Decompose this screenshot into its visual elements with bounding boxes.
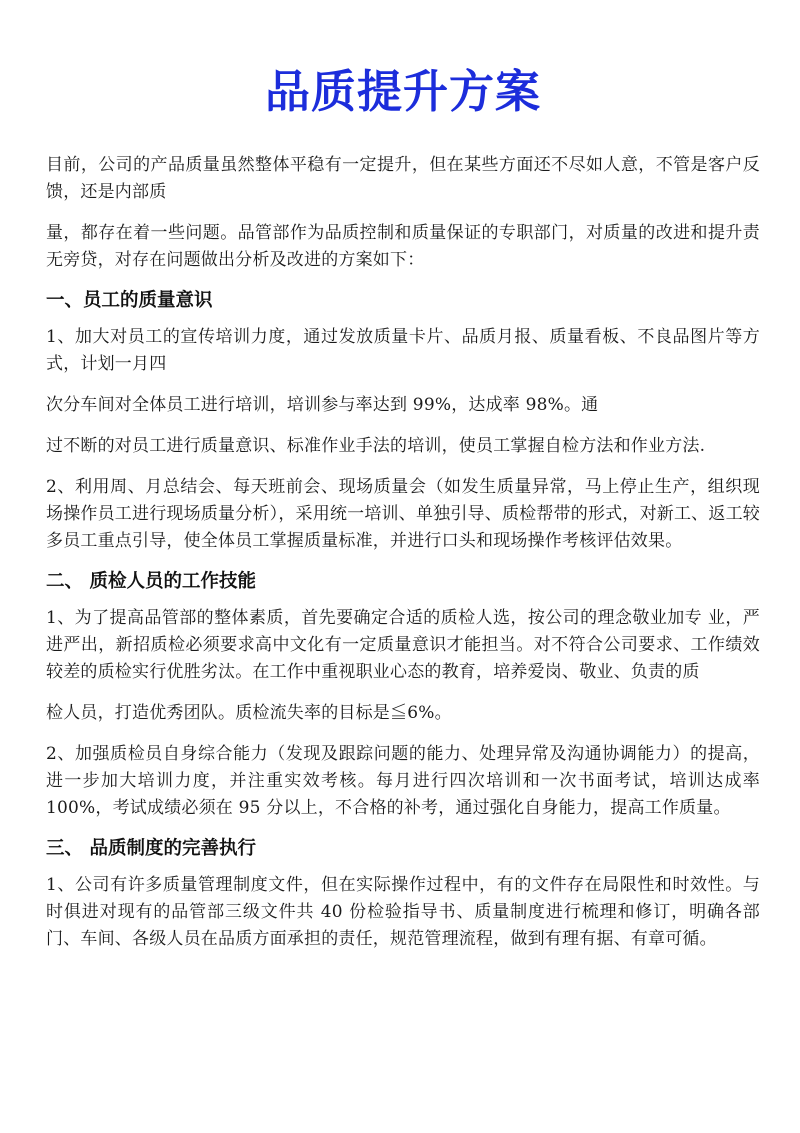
section-1-paragraph-3: 过不断的对员工进行质量意识、标准作业手法的培训，使员工掌握自检方法和作业方法. bbox=[46, 436, 706, 456]
section-1-paragraph-2: 次分车间对全体员工进行培训，培训参与率达到 99%，达成率 98%。通 bbox=[46, 395, 599, 415]
section-1-paragraph-4: 2、利用周、月总结会、每天班前会、现场质量会（如发生质量异常，马上停止生产，组织现场操作员工进行现场质量分析），采用统一培训、单独引导、质检帮带的形式，对新工、返工较多员工重点引导，使全体员工掌握质量标准，并进行口头和现场操作考核评估效果。 bbox=[46, 477, 760, 551]
intro-paragraph-1: 目前，公司的产品质量虽然整体平稳有一定提升，但在某些方面还不尽如人意，不管是客户反馈，还是内部质 bbox=[46, 155, 760, 202]
section-heading-1: 一、员工的质量意识 bbox=[46, 290, 213, 311]
document-title: 品质提升方案 bbox=[264, 65, 541, 118]
section-heading-3: 三、 品质制度的完善执行 bbox=[46, 838, 256, 859]
intro-paragraph-2: 量，都存在着一些问题。品管部作为品质控制和质量保证的专职部门，对质量的改进和提升责无旁贷，对存在问题做出分析及改进的方案如下： bbox=[46, 223, 760, 270]
section-3-paragraph-1: 1、公司有许多质量管理制度文件，但在实际操作过程中，有的文件存在局限性和时效性。与时俱进对现有的品管部三级文件共 40 份检验指导书、质量制度进行梳理和修订，明确各部门、车间、各级人员在品质方面承担的责任，规范管理流程，做到有理有据、有章可循。 bbox=[46, 875, 760, 949]
section-2-paragraph-3: 2、加强质检员自身综合能力（发现及跟踪问题的能力、处理异常及沟通协调能力）的提高，进一步加大培训力度，并注重实效考核。每月进行四次培训和一次书面考试，培训达成率 100%，考试成绩必须在 95 分以上，不合格的补考，通过强化自身能力，提高工作质量。 bbox=[46, 744, 760, 818]
section-1-paragraph-1: 1、加大对员工的宣传培训力度，通过发放质量卡片、品质月报、质量看板、不良品图片等方式，计划一月四 bbox=[46, 327, 760, 374]
section-2-paragraph-2: 检人员，打造优秀团队。质检流失率的目标是≦6%。 bbox=[46, 703, 452, 723]
section-heading-2: 二、 质检人员的工作技能 bbox=[46, 571, 256, 592]
section-2-paragraph-1: 1、为了提高品管部的整体素质，首先要确定合适的质检人选，按公司的理念敬业加专 业，严进严出，新招质检必须要求高中文化有一定质量意识才能担当。对不符合公司要求、工作绩效较差的质检实行优胜劣汰。在工作中重视职业心态的教育，培养爱岗、敬业、负责的质 bbox=[46, 608, 760, 682]
